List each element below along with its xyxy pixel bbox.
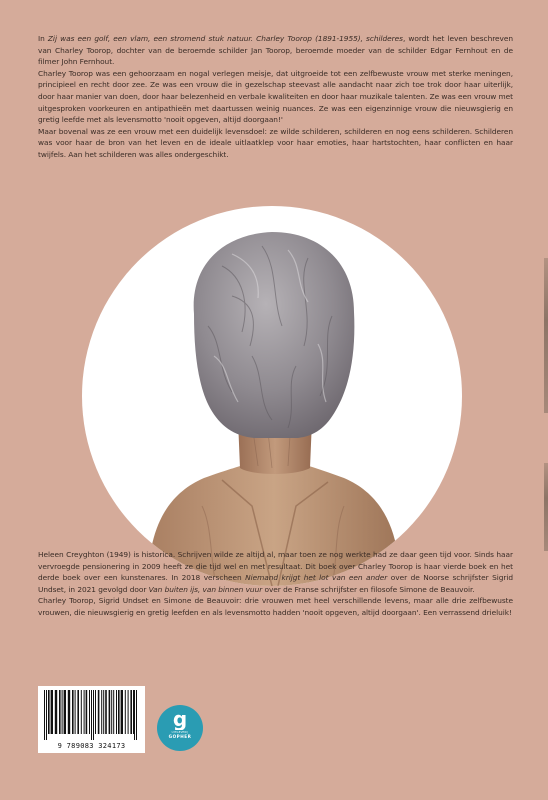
barcode-bar <box>86 690 88 734</box>
barcode-bar <box>75 690 76 734</box>
barcode-bar <box>91 690 92 740</box>
barcode-bar <box>95 690 96 734</box>
barcode-bar <box>46 690 47 740</box>
blurb-paragraph <box>38 549 513 595</box>
barcode-bar <box>111 690 112 734</box>
italic-title: Niemand krijgt het lot van een ander <box>245 573 388 583</box>
back-cover-blurb-top <box>38 33 513 161</box>
barcode-bar <box>105 690 107 734</box>
blurb-text: Maar bovenal was ze een vrouw met een duidelijk levensdoel: ze wilde schilderen, schilderen en nog eens schilderen. Schilderen was voor haar de bron van het leven en de ideale uitlaatklep voor haar emoties, haar hartstochten, haar conflicten en haar twijfels. Aan het schilderen was alles ondergeschikt. <box>38 126 513 159</box>
barcode-bar <box>77 690 79 734</box>
edge-strip <box>544 463 548 551</box>
blurb-text: , wordt het leven beschreven van Charley Toorop, dochter van de beroemde schilder Jan Toorop, beroemde moeder van de schilder Edgar Fernhout en de filmer John Fernhout. <box>38 34 513 67</box>
bust-sculpture-icon <box>82 206 462 586</box>
barcode-bar <box>93 690 94 740</box>
blurb-text: In <box>38 34 48 43</box>
barcode-bar <box>133 690 134 734</box>
barcode-bar <box>72 690 74 734</box>
barcode-bar <box>103 690 104 734</box>
italic-title: Zij was een golf, een vlam, een stromend stuk natuur. Charley Toorop (1891-1955), schilderes <box>47 34 403 43</box>
barcode-bar <box>134 690 135 740</box>
blurb-paragraph <box>38 68 513 126</box>
barcode-bar <box>51 690 53 734</box>
blurb-text: Charley Toorop was een gehoorzaam en nogal verlegen meisje, dat uitgroeide tot een zelfbewuste vrouw met sterke meningen, principieel en recht door zee. Ze was een vrouw die in gezelschap steevast alle aandacht naar zich toe trok door haar uiterlijk, door haar manier van doen, door haar belezenheid en verbale kwaliteiten en door haar muzikale talenten. Ze was een vrouw met uitgesproken voorkeuren en antipathieën met daartussen weinig nuances. Ze was een eigenzinnige vrouw die nieuwsgierig en gretig leefde met als levensmotto 'nooit opgeven, altijd doorgaan!' <box>38 68 513 125</box>
barcode-bar <box>98 690 100 734</box>
barcode-bar <box>109 690 111 734</box>
publisher-name: GOPHER <box>168 734 192 740</box>
blurb-text: over de Noorse schrijfster Sigrid Undset, in 2021 gevolgd door <box>38 573 513 594</box>
isbn-number: 9 789083 324173 <box>57 742 126 750</box>
barcode <box>38 686 145 753</box>
barcode-bar <box>125 690 126 734</box>
italic-title: Van buiten ijs, van binnen vuur <box>148 584 263 594</box>
barcode-icon <box>38 686 145 742</box>
barcode-bar <box>113 690 114 734</box>
back-cover-blurb-bottom <box>38 549 513 619</box>
barcode-bar <box>118 690 120 734</box>
illustration-circle <box>82 206 462 586</box>
blurb-text: Charley Toorop, Sigrid Undset en Simone de Beauvoir: drie vrouwen met heel verschillende levens, maar alle drie zelfbewuste vrouwen, die nieuwsgierig en gretig leefden en als levensmotto hadden 'nooit opgeven, altijd doorgaan'. Een verrassend drieluik! <box>38 596 513 617</box>
svg-text:g: g <box>172 710 188 730</box>
blurb-text: over de Franse schrijfster en filosofe Simone de Beauvoir. <box>262 584 475 594</box>
publisher-logo <box>157 705 203 751</box>
barcode-bar <box>136 690 137 740</box>
publisher-tagline: UITGEVERIJ <box>171 731 189 734</box>
barcode-bar <box>48 690 50 734</box>
publisher-g-icon <box>157 710 203 730</box>
barcode-bar <box>81 690 82 734</box>
edge-strip <box>544 258 548 413</box>
barcode-bar <box>121 690 123 734</box>
barcode-bar <box>89 690 90 734</box>
barcode-bar <box>84 690 85 734</box>
barcode-bar <box>64 690 66 734</box>
blurb-paragraph <box>38 126 513 161</box>
barcode-bar <box>44 690 45 740</box>
blurb-text: Heleen Creyghton (1949) is historica. Schrijven wilde ze altijd al, maar toen ze nog werkte had ze daar geen tijd voor. Sinds haar vervroegde pensionering in 2009 heeft ze die tijd wel en met resultaat. Dit boek over Charley Toorop is haar vierde boek en het derde boek over een kunstenares. In 2018 verscheen <box>38 550 513 583</box>
barcode-bar <box>116 690 117 734</box>
barcode-bar <box>130 690 132 734</box>
blurb-paragraph <box>38 595 513 618</box>
blurb-paragraph <box>38 33 513 68</box>
barcode-bar <box>68 690 70 734</box>
barcode-bar <box>55 690 57 734</box>
barcode-bar <box>62 690 63 734</box>
barcode-bar <box>101 690 102 734</box>
barcode-bar <box>59 690 61 734</box>
barcode-bar <box>128 690 129 734</box>
